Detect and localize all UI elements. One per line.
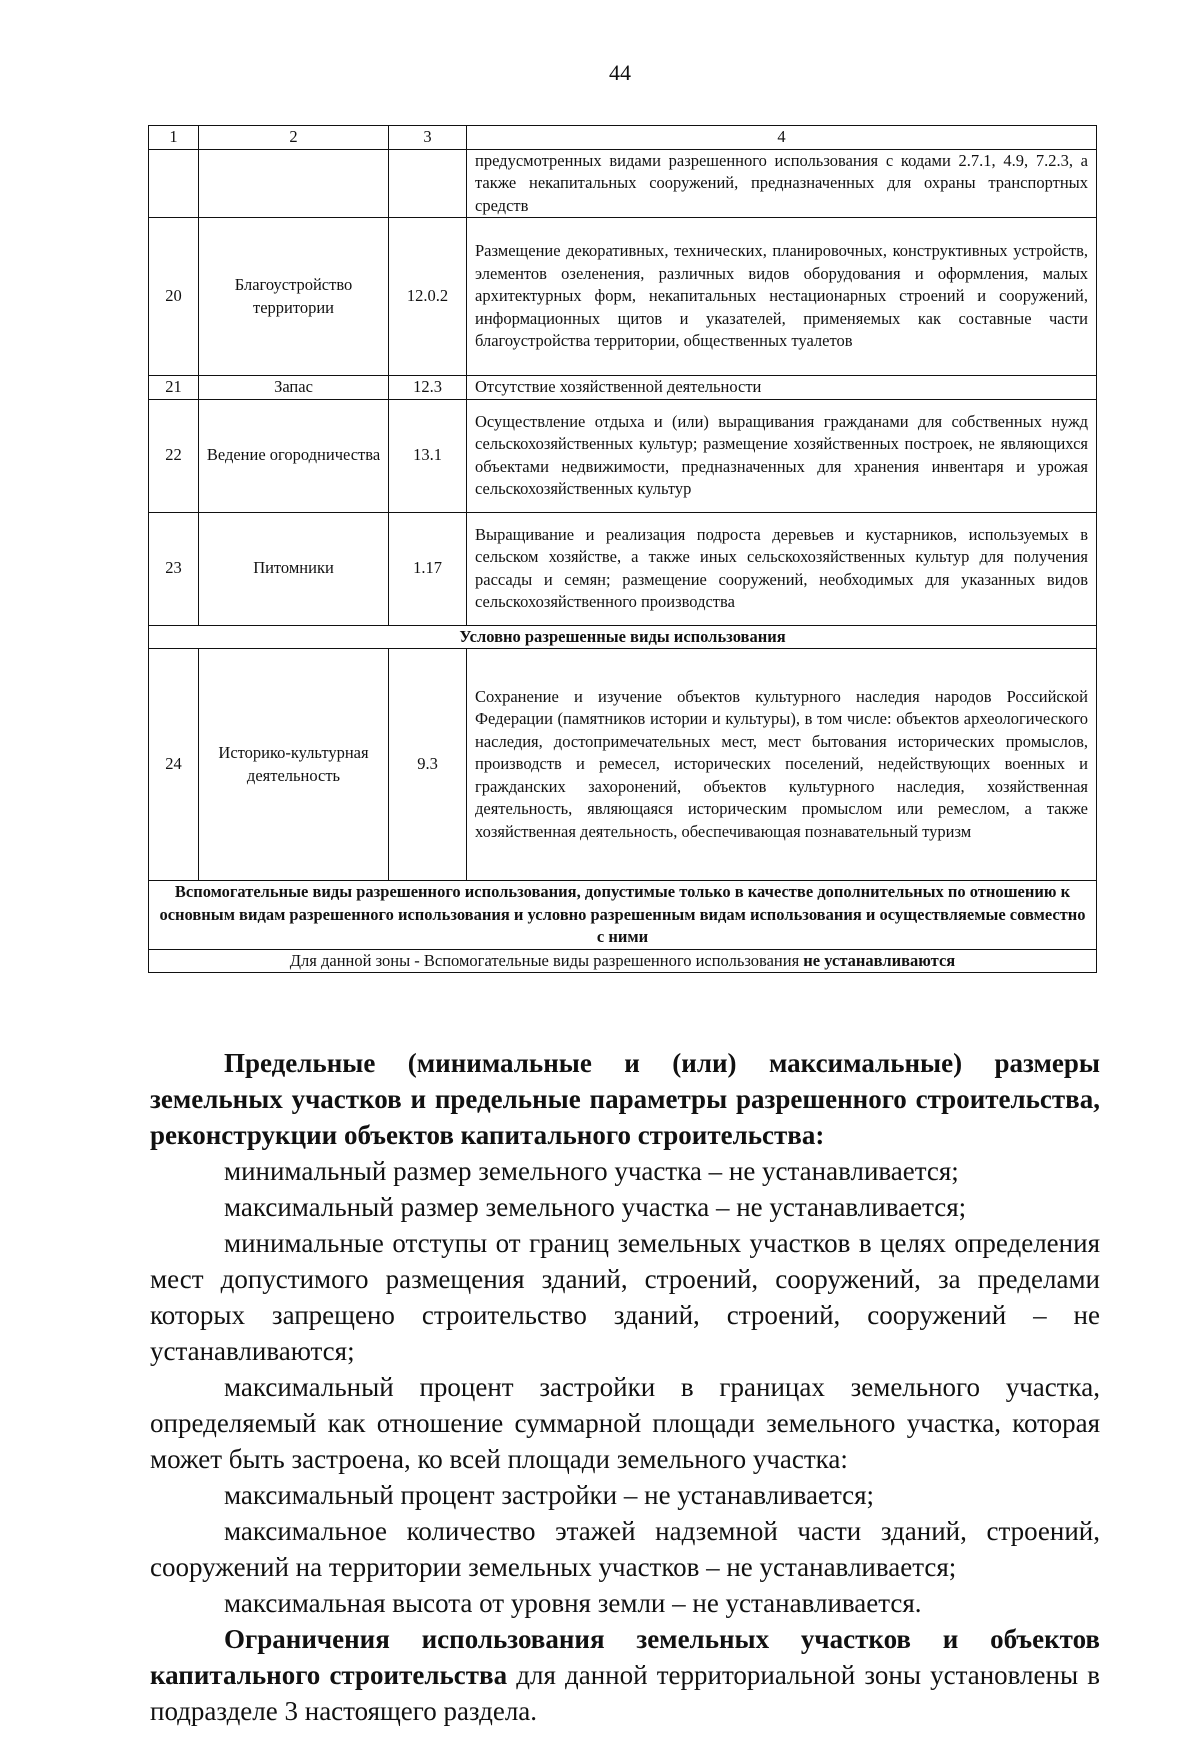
use-code: 9.3 [389,649,467,881]
zone-note-text: Для данной зоны - Вспомогательные виды разрешенного использования [289,950,804,970]
use-name: Запас [199,376,389,400]
use-code: 13.1 [389,399,467,512]
parameters-heading: Предельные (минимальные и (или) максимальные) размеры земельных участков и предельные параметры разрешенного строительства, реконструкции объектов капитального строительства: [150,1048,1100,1150]
column-header: 3 [389,126,467,150]
section-auxiliary-title: Вспомогательные виды разрешенного использования, допустимые только в качестве дополнительных по отношению к основным видам разрешенного использования и условно разрешенным видам использования и осуществляемые совместно с ними [149,881,1097,950]
paragraph: минимальный размер земельного участка – не устанавливается; [224,1156,959,1186]
table-row [149,376,1097,400]
use-name: Благоустройство территории [199,218,389,376]
use-description: Отсутствие хозяйственной деятельности [467,376,1097,400]
restrictions-paragraph [150,1621,1100,1729]
section-conditional-title: Условно разрешенные виды использования [149,625,1097,649]
column-header: 4 [467,126,1097,150]
use-description: Выращивание и реализация подроста деревьев и кустарников, используемых в сельском хозяйстве, а также иных сельскохозяйственных культур для получения рассады и семян; размещение сооружений, необходимых для указанных видов сельскохозяйственного производства [467,512,1097,625]
section-row [149,625,1097,649]
table-row [149,218,1097,376]
paragraph: максимальная высота от уровня земли – не устанавливается. [224,1588,922,1618]
table-header-row [149,126,1097,150]
use-name [199,149,389,218]
land-use-table [148,125,1097,973]
use-description: Сохранение и изучение объектов культурного наследия народов Российской Федерации (памятников истории и культуры), в том числе: объектов археологического наследия, достопримечательных мест, мест бытования исторических промыслов, производств и ремесел, исторических поселений, недействующих военных и гражданских захоронений, объектов культурного наследия, хозяйственная деятельность, являющаяся историческим промыслом или ремеслом, а также хозяйственная деятельность, обеспечивающая познавательный туризм [467,649,1097,881]
zone-note [149,949,1097,973]
paragraph: минимальные отступы от границ земельных участков в целях определения мест допустимого размещения зданий, строений, сооружений, за пределами которых запрещено строительство зданий, строений, сооружений – не устанавливаются; [150,1228,1100,1366]
row-number: 24 [149,649,199,881]
use-description: Осуществление отдыха и (или) выращивания гражданами для собственных нужд сельскохозяйственных культур; размещение хозяйственных построек, не являющихся объектами недвижимости, предназначенных для хранения инвентаря и урожая сельскохозяйственных культур [467,399,1097,512]
table-row [149,399,1097,512]
row-number: 22 [149,399,199,512]
use-code: 12.3 [389,376,467,400]
paragraph: максимальное количество этажей надземной части зданий, строений, сооружений на территории земельных участков – не устанавливается; [150,1516,1100,1582]
row-number: 20 [149,218,199,376]
restrictions-rest: для данной территориальной зоны установлены в подразделе 3 настоящего раздела. [150,1660,1100,1726]
paragraph: максимальный размер земельного участка – не устанавливается; [224,1192,967,1222]
page-number: 44 [609,60,631,85]
use-code: 1.17 [389,512,467,625]
table-row [149,149,1097,218]
column-header: 2 [199,126,389,150]
paragraph: максимальный процент застройки в границах земельного участка, определяемый как отношение суммарной площади земельного участка, которая может быть застроена, ко всей площади земельного участка: [150,1372,1100,1474]
parameters-text [150,1045,1100,1729]
use-description: Размещение декоративных, технических, планировочных, конструктивных устройств, элементов озеленения, различных видов оборудования и оформления, малых архитектурных форм, некапитальных нестационарных строений и сооружений, информационных щитов и указателей, применяемых как составные части благоустройства территории, общественных туалетов [467,218,1097,376]
paragraph: максимальный процент застройки – не устанавливается; [224,1480,875,1510]
use-code: 12.0.2 [389,218,467,376]
restrictions-bold: Ограничения использования земельных участков и объектов капитального строительства [150,1624,1100,1690]
use-name: Ведение огородничества [199,399,389,512]
use-code [389,149,467,218]
note-row [149,949,1097,973]
column-header: 1 [149,126,199,150]
row-number [149,149,199,218]
row-number: 23 [149,512,199,625]
zone-note-bold: не устанавливаются [803,950,956,970]
use-name: Питомники [199,512,389,625]
table-row [149,649,1097,881]
use-name: Историко-культурная деятельность [199,649,389,881]
row-number: 21 [149,376,199,400]
table-row [149,512,1097,625]
use-description: предусмотренных видами разрешенного использования с кодами 2.7.1, 4.9, 7.2.3, а также некапитальных сооружений, предназначенных для охраны транспортных средств [467,149,1097,218]
section-row [149,881,1097,950]
